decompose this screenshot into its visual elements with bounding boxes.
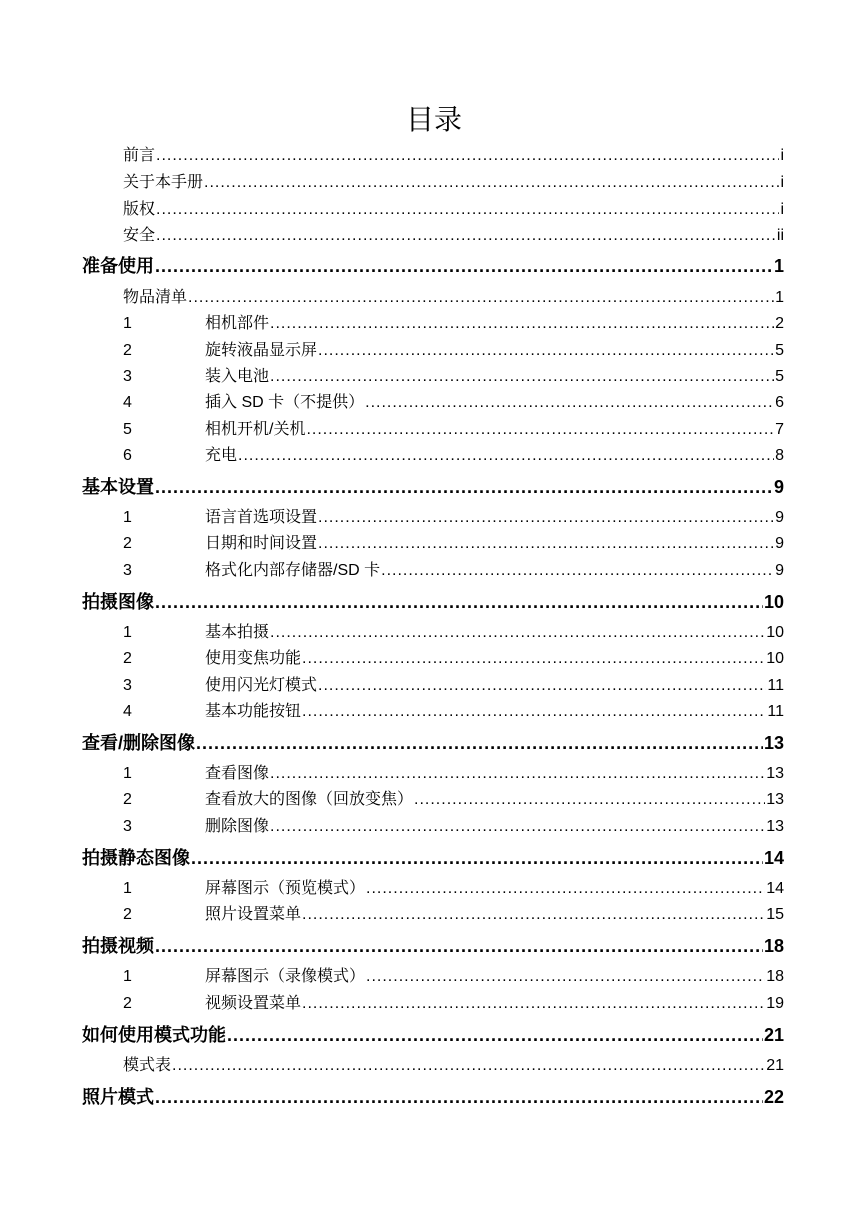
- toc-page-number: 9: [773, 477, 784, 497]
- toc-item-number: 1: [123, 315, 132, 332]
- toc-item-number: 5: [123, 421, 132, 438]
- toc-page-number: 7: [775, 421, 784, 438]
- toc-item-label: 物品清单: [123, 289, 188, 306]
- toc-chapter[interactable]: [82, 1021, 784, 1047]
- toc-item-number: 1: [123, 624, 132, 641]
- toc-item-label: 基本功能按钮: [205, 703, 302, 720]
- toc-page-number: 10: [766, 624, 784, 641]
- toc-item-number: 1: [123, 968, 132, 985]
- dot-leader: [270, 315, 774, 333]
- dot-leader: [381, 562, 774, 580]
- dot-leader: [155, 1087, 763, 1108]
- toc-item-label: 基本设置: [82, 477, 154, 497]
- dot-leader: [318, 342, 774, 360]
- toc-item[interactable]: [123, 1052, 784, 1076]
- toc-item[interactable]: [123, 416, 784, 440]
- toc-item-number: 3: [123, 677, 132, 694]
- toc-item[interactable]: [123, 222, 784, 246]
- toc-item-label: 准备使用: [82, 256, 154, 276]
- toc-item-label: 屏幕图示（预览模式）: [205, 880, 366, 897]
- dot-leader: [155, 592, 763, 613]
- toc-item-label: 模式表: [123, 1057, 172, 1074]
- toc-item[interactable]: [123, 813, 784, 837]
- toc-page-number: 10: [763, 592, 784, 612]
- toc-item-number: 2: [123, 650, 132, 667]
- toc-item[interactable]: [123, 672, 784, 696]
- dot-leader: [155, 936, 763, 957]
- dot-leader: [302, 650, 765, 668]
- toc-page-number: 9: [775, 509, 784, 526]
- dot-leader: [414, 791, 765, 809]
- toc-page-number: 14: [763, 848, 784, 868]
- toc-item-label: 如何使用模式功能: [82, 1025, 226, 1045]
- toc-chapter[interactable]: [82, 932, 784, 958]
- toc-item[interactable]: [123, 169, 784, 193]
- dot-leader: [227, 1025, 763, 1046]
- toc-item[interactable]: [123, 619, 784, 643]
- toc-item[interactable]: [123, 990, 784, 1014]
- toc-page-number: 10: [766, 650, 784, 667]
- toc-item[interactable]: [123, 901, 784, 925]
- dot-leader: [366, 880, 765, 898]
- toc-page-number: 18: [766, 968, 784, 985]
- toc-chapter[interactable]: [82, 252, 784, 278]
- dot-leader: [238, 447, 774, 465]
- toc-item-label: 查看图像: [205, 765, 270, 782]
- toc-page-number: 21: [766, 1057, 784, 1074]
- toc-item-number: 2: [123, 535, 132, 552]
- page-title: 目录: [405, 103, 462, 136]
- toc-page-number: ii: [776, 227, 784, 244]
- toc-item-number: 1: [123, 509, 132, 526]
- toc-item-number: 2: [123, 791, 132, 808]
- dot-leader: [318, 509, 774, 527]
- toc-item-label: 查看放大的图像（回放变焦）: [205, 791, 414, 808]
- toc-item-label: 照片模式: [82, 1087, 154, 1107]
- dot-leader: [204, 174, 779, 192]
- toc-chapter[interactable]: [82, 844, 784, 870]
- dot-leader: [191, 848, 763, 869]
- toc-item-number: 2: [123, 995, 132, 1012]
- dot-leader: [270, 368, 774, 386]
- toc-item[interactable]: [123, 363, 784, 387]
- dot-leader: [366, 968, 765, 986]
- dot-leader: [302, 703, 766, 721]
- toc-page-number: 11: [767, 677, 784, 694]
- toc-item-label: 相机开机/关机: [205, 421, 306, 438]
- dot-leader: [365, 394, 774, 412]
- toc-item[interactable]: [123, 196, 784, 220]
- toc-page-number: 14: [766, 880, 784, 897]
- toc-page-number: 5: [775, 368, 784, 385]
- toc-page-number: 13: [766, 765, 784, 782]
- toc-item-label: 安全: [123, 227, 156, 244]
- toc-item-label: 视频设置菜单: [205, 995, 302, 1012]
- dot-leader: [155, 256, 773, 277]
- toc-item-label: 查看/删除图像: [82, 733, 196, 753]
- toc-item-number: 4: [123, 394, 132, 411]
- toc-item-label: 屏幕图示（录像模式）: [205, 968, 366, 985]
- dot-leader: [196, 733, 763, 754]
- toc-page-number: 13: [766, 791, 784, 808]
- toc-page-number: 5: [775, 342, 784, 359]
- toc-page-number: 19: [766, 995, 784, 1012]
- dot-leader: [270, 818, 765, 836]
- toc-item-label: 版权: [123, 201, 156, 218]
- toc-chapter[interactable]: [82, 588, 784, 614]
- toc-page-number: 13: [766, 818, 784, 835]
- toc-item-label: 拍摄静态图像: [82, 848, 190, 868]
- toc-item[interactable]: [123, 442, 784, 466]
- toc-item-label: 装入电池: [205, 368, 270, 385]
- dot-leader: [156, 201, 779, 219]
- toc-item-label: 前言: [123, 147, 156, 164]
- toc-item-label: 语言首选项设置: [205, 509, 318, 526]
- toc-item[interactable]: [123, 786, 784, 810]
- toc-item-label: 旋转液晶显示屏: [205, 342, 318, 359]
- dot-leader: [156, 227, 776, 245]
- toc-page-number: 18: [763, 936, 784, 956]
- toc-item-label: 拍摄图像: [82, 592, 154, 612]
- dot-leader: [270, 765, 765, 783]
- toc-page-number: 2: [775, 315, 784, 332]
- toc-item-number: 3: [123, 562, 132, 579]
- toc-page-number: 6: [775, 394, 784, 411]
- toc-page-number: 11: [767, 703, 784, 720]
- toc-item[interactable]: [123, 310, 784, 334]
- toc-item-number: 2: [123, 906, 132, 923]
- toc-page-number: i: [780, 147, 784, 164]
- toc-page-number: 9: [775, 535, 784, 552]
- toc-item-label: 基本拍摄: [205, 624, 270, 641]
- toc-item-label: 日期和时间设置: [205, 535, 318, 552]
- dot-leader: [155, 477, 773, 498]
- toc-item[interactable]: [123, 557, 784, 581]
- toc-item[interactable]: [123, 645, 784, 669]
- toc-item[interactable]: [123, 504, 784, 528]
- toc-item-label: 充电: [205, 447, 238, 464]
- toc-page-number: 8: [775, 447, 784, 464]
- toc-item-label: 拍摄视频: [82, 936, 154, 956]
- toc-item[interactable]: [123, 963, 784, 987]
- toc-item-number: 3: [123, 368, 132, 385]
- dot-leader: [270, 624, 765, 642]
- toc-item[interactable]: [123, 875, 784, 899]
- toc-item[interactable]: [123, 530, 784, 554]
- toc-item-label: 插入 SD 卡（不提供）: [205, 394, 365, 411]
- toc-page-number: 21: [763, 1025, 784, 1045]
- toc-page-number: 1: [775, 289, 784, 306]
- toc-item[interactable]: [123, 337, 784, 361]
- toc-item[interactable]: [123, 760, 784, 784]
- toc-page-number: 22: [763, 1087, 784, 1107]
- toc-item-label: 相机部件: [205, 315, 270, 332]
- toc-item[interactable]: [123, 284, 784, 308]
- toc-item-number: 1: [123, 880, 132, 897]
- toc-item[interactable]: [123, 389, 784, 413]
- toc-page-number: 15: [766, 906, 784, 923]
- toc-item[interactable]: [123, 142, 784, 166]
- toc-chapter[interactable]: [82, 1083, 784, 1109]
- toc-item-label: 关于本手册: [123, 174, 204, 191]
- toc-item-label: 删除图像: [205, 818, 270, 835]
- toc-page-number: 13: [763, 733, 784, 753]
- dot-leader: [156, 147, 779, 165]
- toc-item-number: 1: [123, 765, 132, 782]
- toc-page-number: 9: [775, 562, 784, 579]
- dot-leader: [188, 289, 774, 307]
- dot-leader: [172, 1057, 765, 1075]
- toc-page-number: 1: [773, 256, 784, 276]
- toc-item-label: 照片设置菜单: [205, 906, 302, 923]
- dot-leader: [306, 421, 774, 439]
- dot-leader: [302, 906, 765, 924]
- toc-item-number: 2: [123, 342, 132, 359]
- dot-leader: [318, 677, 766, 695]
- dot-leader: [302, 995, 765, 1013]
- toc-item-label: 使用闪光灯模式: [205, 677, 318, 694]
- toc-page-number: i: [780, 201, 784, 218]
- toc-item-number: 6: [123, 447, 132, 464]
- toc-chapter[interactable]: [82, 729, 784, 755]
- toc-item-number: 4: [123, 703, 132, 720]
- toc-item-number: 3: [123, 818, 132, 835]
- toc-item-label: 使用变焦功能: [205, 650, 302, 667]
- toc-chapter[interactable]: [82, 473, 784, 499]
- dot-leader: [318, 535, 774, 553]
- toc-item[interactable]: [123, 698, 784, 722]
- toc-item-label: 格式化内部存储器/SD 卡: [205, 562, 381, 579]
- toc-page-number: i: [780, 174, 784, 191]
